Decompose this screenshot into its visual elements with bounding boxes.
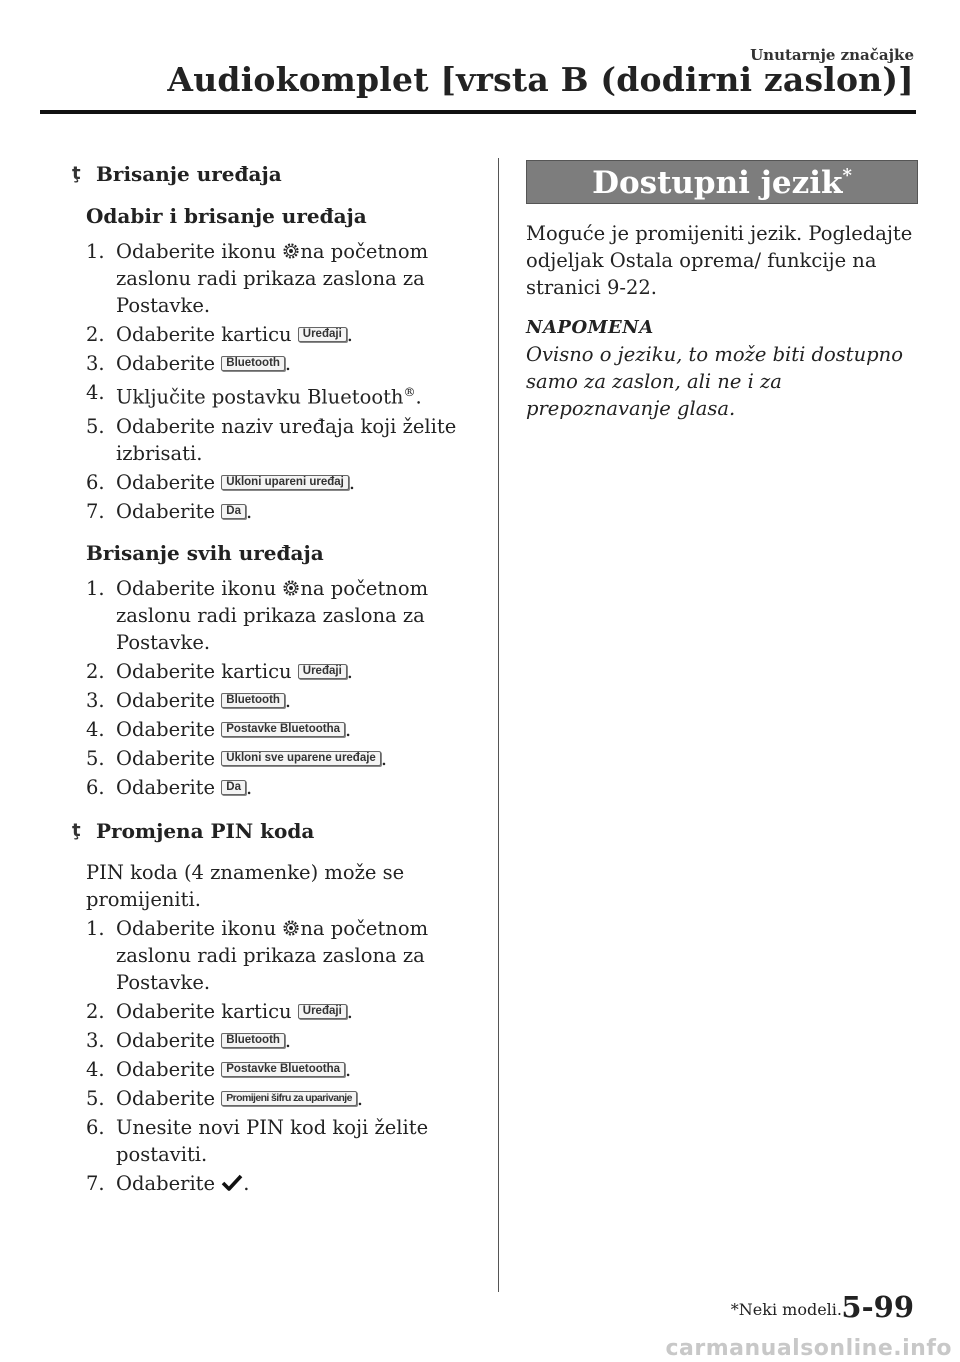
section-label: Unutarnje značajke <box>750 46 914 64</box>
list-item: 1. Odaberite ikonu na početnom zaslonu radi prikaza zaslona za Postavke. <box>86 916 429 994</box>
list-item: 6. Odaberite Da . <box>86 775 253 799</box>
list-item: 6. Unesite novi PIN kod koji želite postaviti. <box>86 1115 429 1166</box>
note-body: Ovisno o jeziku, to može biti dostupno samo za zaslon, ali ne i za prepoznavanje glasa. <box>526 343 903 420</box>
gear-icon <box>282 919 300 937</box>
list-item: 7. Odaberite Da . <box>86 499 253 523</box>
page-number: 5-99 <box>841 1290 914 1324</box>
list-item: 4. Odaberite Postavke Bluetootha . <box>86 1057 352 1081</box>
section-heading-change-pin: ţ Promjena PIN koda <box>72 818 315 843</box>
gear-icon <box>282 579 300 597</box>
bluetooth-button: Bluetooth <box>221 1033 285 1048</box>
gear-icon <box>282 242 300 260</box>
note-heading: NAPOMENA <box>526 317 654 338</box>
list-item: 3. Odaberite Bluetooth . <box>86 352 292 375</box>
bluetooth-button: Bluetooth <box>221 693 285 708</box>
steps-change-pin <box>86 915 486 1197</box>
bullet-marker-icon: ţ <box>72 819 81 841</box>
remove-paired-device-button: Ukloni upareni uređaj <box>221 475 349 490</box>
bluetooth-settings-button: Postavke Bluetootha <box>221 1062 345 1077</box>
list-item: 7. Odaberite . <box>86 1171 250 1195</box>
list-item: 3. Odaberite Bluetooth . <box>86 1028 292 1052</box>
change-pairing-code-button: Promijeni šifru za uparivanje <box>221 1091 357 1106</box>
page-title: Audiokomplet [vrsta B (dodirni zaslon)] <box>167 60 914 99</box>
list-item: 3. Odaberite Bluetooth . <box>86 688 292 712</box>
steps-delete-all <box>86 575 486 801</box>
list-item: 6. Odaberite Ukloni upareni uređaj . <box>86 470 356 494</box>
list-item: 5. Odaberite naziv uređaja koji želite izbrisati. <box>86 414 457 465</box>
check-icon <box>221 1174 243 1192</box>
footnote: *Neki modeli. <box>730 1300 842 1319</box>
watermark: carmanualsonline.info <box>665 1336 952 1361</box>
remove-all-paired-devices-button: Ukloni sve uparene uređaje <box>221 751 381 766</box>
right-column <box>526 160 918 422</box>
list-item: 2. Odaberite karticu Uređaji . <box>86 323 353 346</box>
list-item: 2. Odaberite karticu Uređaji . <box>86 999 353 1023</box>
list-item: 4. Odaberite Postavke Bluetootha . <box>86 717 352 741</box>
list-item: 1. Odaberite ikonu na početnom zaslonu radi prikaza zaslona za Postavke. <box>86 576 429 654</box>
left-column <box>72 160 486 1199</box>
subheading-delete-all: Brisanje svih uređaja <box>86 540 324 565</box>
bullet-marker-icon: ţ <box>72 163 81 184</box>
list-item: 2. Odaberite karticu Uređaji . <box>86 659 353 683</box>
list-item: 4. Uključite postavku Bluetooth®. <box>86 381 422 409</box>
language-paragraph: Moguće je promijeniti jezik. Pogledajte odjeljak Ostala oprema/ funkcije na stranici 9-22. <box>526 222 913 299</box>
section-banner: Dostupni jezik* <box>526 160 918 204</box>
footnote-mark: * <box>842 165 852 186</box>
column-divider <box>498 158 499 1292</box>
subheading-select-delete: Odabir i brisanje uređaja <box>86 204 367 228</box>
devices-tab-button: Uređaji <box>298 1004 347 1019</box>
list-item: 5. Odaberite Ukloni sve uparene uređaje . <box>86 746 388 770</box>
pin-intro: PIN koda (4 znamenke) može se promijeniti. <box>86 860 405 911</box>
yes-button: Da <box>221 780 246 795</box>
bluetooth-button: Bluetooth <box>221 356 285 371</box>
devices-tab-button: Uređaji <box>298 327 347 342</box>
section-heading-delete-devices: ţ Brisanje uređaja <box>72 162 282 186</box>
devices-tab-button: Uređaji <box>298 664 347 679</box>
header-rule <box>40 110 916 114</box>
list-item: 5. Odaberite Promijeni šifru za uparivanje . <box>86 1086 364 1110</box>
steps-select-delete <box>86 238 486 525</box>
yes-button: Da <box>221 504 246 519</box>
bluetooth-settings-button: Postavke Bluetootha <box>221 722 345 737</box>
list-item: 1. Odaberite ikonu na početnom zaslonu radi prikaza zaslona za Postavke. <box>86 240 429 317</box>
